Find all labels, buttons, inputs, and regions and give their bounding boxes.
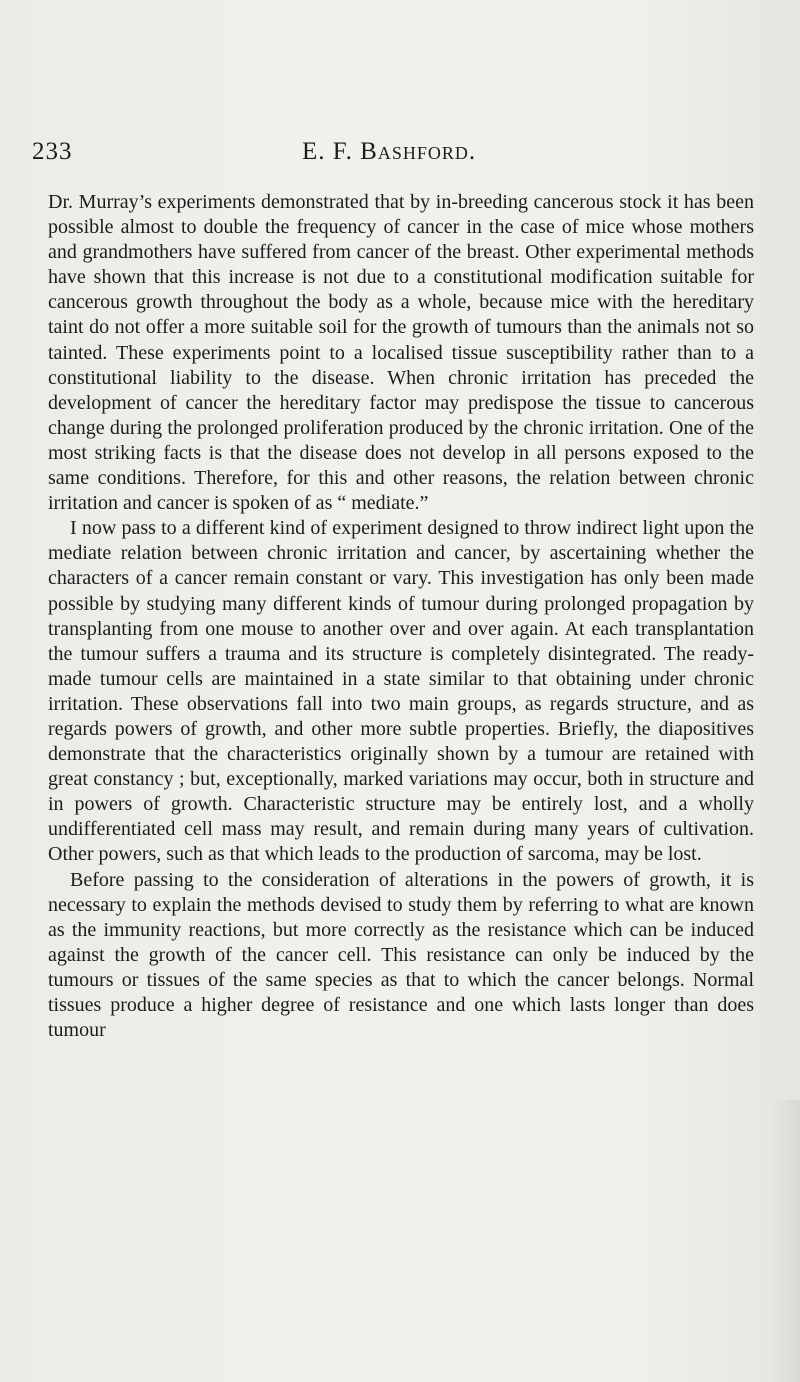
page-number: 233 <box>32 138 73 165</box>
body-text <box>48 190 754 1043</box>
paragraph-2: I now pass to a different kind of experiment designed to throw indirect light upon the mediate relation between chronic irritation and cancer, by ascertaining whether the characters of a cancer remain constant or vary. This investigation has only been made possible by studying many different kinds of tumour during prolonged propagation by transplanting from one mouse to another over and over again. At each transplantation the tumour suffers a trauma and its structure is completely disintegrated. The ready-made tumour cells are maintained in a state similar to that obtaining under chronic irritation. These observations fall into two main groups, as regards structure, and as regards powers of growth, and other more subtle properties. Briefly, the diapositives demonstrate that the characteristics originally shown by a tumour are retained with great constancy ; but, exceptionally, marked variations may occur, both in structure and in powers of growth. Characteristic structure may be entirely lost, and a wholly undifferentiated cell mass may result, and remain during many years of cultivation. Other powers, such as that which leads to the production of sarcoma, may be lost. <box>48 517 754 866</box>
page-header <box>32 138 772 178</box>
paragraph-3: Before passing to the consideration of alterations in the powers of growth, it is necessary to explain the methods devised to study them by referring to what are known as the immunity reactions, but more correctly as the resistance which can be induced against the growth of the cancer cell. This resistance can only be induced by the tumours or tissues of the same species as that to which the cancer belongs. Normal tissues produce a higher degree of resistance and one which lasts longer than does tumour <box>48 868 754 1042</box>
running-head: E. F. Bashford. <box>302 138 477 165</box>
page-edge-shadow <box>770 1100 800 1382</box>
paragraph-1: Dr. Murray’s experiments demonstrated that by in-breeding cancerous stock it has been possible almost to double the frequency of cancer in the case of mice whose mothers and grandmothers have suffered from cancer of the breast. Other experimental methods have shown that this increase is not due to a constitutional modification suitable for cancerous growth throughout the body as a whole, because mice with the hereditary taint do not offer a more suitable soil for the growth of tumours than the animals not so tainted. These experiments point to a localised tissue susceptibility rather than to a constitutional liability to the disease. When chronic irritation has preceded the development of cancer the hereditary factor may predispose the tissue to cancerous change during the prolonged proliferation produced by the chronic irritation. One of the most striking facts is that the disease does not develop in all persons exposed to the same conditions. Therefore, for this and other reasons, the relation between chronic irritation and cancer is spoken of as “ mediate.” <box>48 191 754 515</box>
